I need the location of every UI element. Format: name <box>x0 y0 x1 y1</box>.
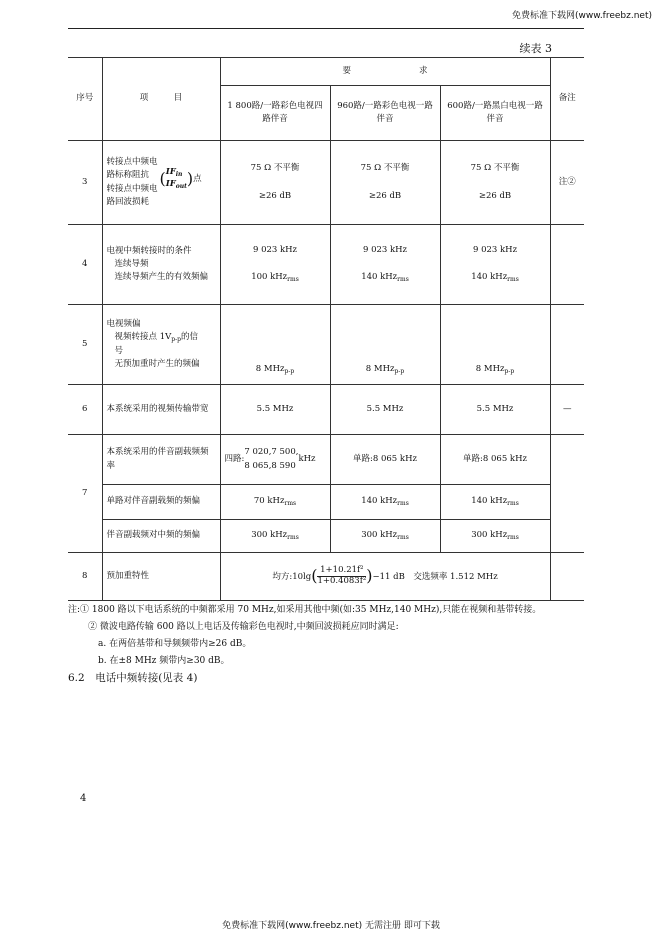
page-number: 4 <box>80 793 87 804</box>
row7-col1-b: 70 kHz$_{rms}$ <box>220 485 330 520</box>
row6-item: 本系统采用的视频传输带宽 <box>102 385 220 435</box>
row4-item: 电视中频转接时的条件 连续导频 连续导频产生的有效频偏 <box>102 225 220 305</box>
row7-no: 7 <box>68 435 102 553</box>
row4-remark <box>550 225 584 305</box>
row8-remark <box>550 553 584 601</box>
row4-col3: 9 023 kHz 140 kHz$_{rms}$ <box>440 225 550 305</box>
row3-col2: 75 Ω 不平衡 ≥26 dB <box>330 141 440 225</box>
header-col3: 600路/一路黑白电视一路伴音 <box>440 86 550 141</box>
row3-no: 3 <box>68 141 102 225</box>
row8-item: 预加重特性 <box>102 553 220 601</box>
row7-col3-b: 140 kHz$_{rms}$ <box>440 485 550 520</box>
row7-col2-c: 300 kHz$_{rms}$ <box>330 520 440 553</box>
site-footer: 免费标准下载网(www.freebz.net) 无需注册 即可下载 <box>222 921 440 931</box>
row3-col3: 75 Ω 不平衡 ≥26 dB <box>440 141 550 225</box>
row6-col3: 5.5 MHz <box>440 385 550 435</box>
row5-remark <box>550 305 584 385</box>
row4-no: 4 <box>68 225 102 305</box>
section-heading: 6.2 电话中频转接(见表 4) <box>68 672 198 684</box>
note-2b: b. 在±8 MHz 频带内≥30 dB。 <box>98 656 230 666</box>
row7-item-c: 伴音副载频对中频的频偏 <box>102 520 220 553</box>
note-1: 注:① 1800 路以下电话系统的中频都采用 70 MHz,如采用其他中频(如:35 MHz,140 MHz),只能在视频和基带转接。 <box>68 605 542 615</box>
header-col1: 1 800路/一路彩色电视四路伴音 <box>220 86 330 141</box>
row6-remark: — <box>550 385 584 435</box>
notes <box>68 602 608 670</box>
row7-col2-a: 单路:8 065 kHz <box>330 435 440 485</box>
row7-col3-a: 单路:8 065 kHz <box>440 435 550 485</box>
header-no: 序号 <box>68 58 102 141</box>
row3-item: 转接点中频电 路标称阻抗 转接点中频电 路回波损耗 ( $IF_{in}$ $IF_{out}$ ) 点 <box>102 141 220 225</box>
row7-col1-c: 300 kHz$_{rms}$ <box>220 520 330 553</box>
row7-item-a: 本系统采用的伴音副载频频率 <box>102 435 220 485</box>
note-2: ② 微波电路传输 600 路以上电话及传输彩色电视时,中频回波损耗应同时满足: <box>88 622 399 632</box>
row5-col1: 8 MHz$_{p-p}$ <box>220 305 330 385</box>
row7-col2-b: 140 kHz$_{rms}$ <box>330 485 440 520</box>
row8-no: 8 <box>68 553 102 601</box>
row8-formula: 均方:10lg( $\frac{\text{1+10.21f²}}{\text{1+0.4083f²}}$ )−11 dB 交选频率 1.512 MHz <box>220 553 550 601</box>
row7-remark <box>550 435 584 553</box>
row5-col3: 8 MHz$_{p-p}$ <box>440 305 550 385</box>
row6-col1: 5.5 MHz <box>220 385 330 435</box>
row6-no: 6 <box>68 385 102 435</box>
row7-col3-c: 300 kHz$_{rms}$ <box>440 520 550 553</box>
row7-item-b: 单路对伴音副载频的频偏 <box>102 485 220 520</box>
row5-col2: 8 MHz$_{p-p}$ <box>330 305 440 385</box>
row5-item: 电视频偏 视频转接点 $1V_{p-p}$的信 号 无预加重时产生的频偏 <box>102 305 220 385</box>
row6-col2: 5.5 MHz <box>330 385 440 435</box>
header-item: 项 目 <box>102 58 220 141</box>
site-header: 免费标准下载网(www.freebz.net) <box>512 11 652 21</box>
row7-col1-a: 四路: 7 020,7 500, 8 065,8 590 kHz <box>220 435 330 485</box>
row3-col1: 75 Ω 不平衡 ≥26 dB <box>220 141 330 225</box>
header-col2: 960路/一路彩色电视一路伴音 <box>330 86 440 141</box>
top-rule <box>68 28 584 29</box>
row3-remark: 注② <box>550 141 584 225</box>
row5-no: 5 <box>68 305 102 385</box>
row4-col2: 9 023 kHz 140 kHz$_{rms}$ <box>330 225 440 305</box>
requirements-table <box>68 57 584 601</box>
row4-col1: 9 023 kHz 100 kHz$_{rms}$ <box>220 225 330 305</box>
continued-label: 续表 3 <box>519 42 552 55</box>
header-remark: 备注 <box>550 58 584 141</box>
header-requirements: 要 求 <box>220 58 550 86</box>
note-2a: a. 在两倍基带和导频频带内≥26 dB。 <box>98 639 252 649</box>
